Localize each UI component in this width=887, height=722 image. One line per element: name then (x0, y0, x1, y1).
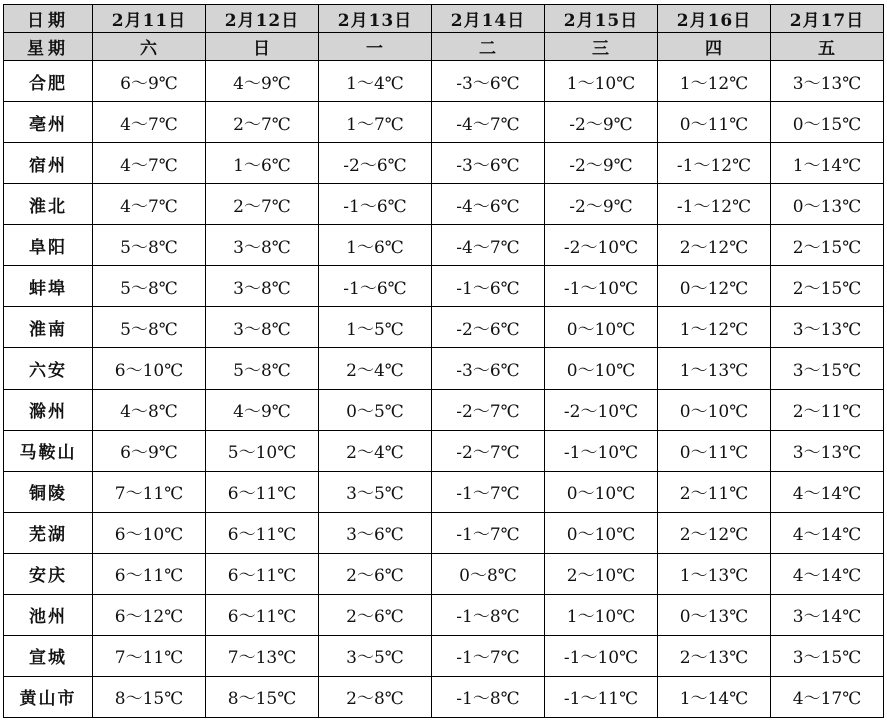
temperature-cell: -1～8℃ (432, 676, 545, 717)
weekday-header-cell: 五 (771, 33, 884, 61)
table-row (4, 184, 884, 225)
temperature-cell: 0～13℃ (771, 184, 884, 225)
temperature-cell: -2～9℃ (545, 143, 658, 184)
table-row (4, 143, 884, 184)
table-row (4, 307, 884, 348)
temperature-cell: 7～11℃ (93, 471, 206, 512)
temperature-cell: 1～13℃ (658, 553, 771, 594)
temperature-cell: 3～5℃ (319, 471, 432, 512)
date-header-cell: 2月11日 (93, 5, 206, 33)
temperature-cell: 3～15℃ (771, 635, 884, 676)
temperature-cell: 0～13℃ (658, 594, 771, 635)
temperature-cell: 2～4℃ (319, 348, 432, 389)
temperature-cell: 1～14℃ (771, 143, 884, 184)
temperature-cell: 4～7℃ (93, 143, 206, 184)
table-row (4, 430, 884, 471)
temperature-cell: 4～9℃ (206, 61, 319, 102)
temperature-cell: 3～8℃ (206, 266, 319, 307)
temperature-cell: 1～7℃ (319, 102, 432, 143)
temperature-cell: -1～11℃ (545, 676, 658, 717)
temperature-cell: 5～8℃ (93, 307, 206, 348)
temperature-cell: 0～10℃ (658, 389, 771, 430)
temperature-cell: -2～9℃ (545, 184, 658, 225)
temperature-cell: 2～12℃ (658, 225, 771, 266)
temperature-cell: -4～7℃ (432, 225, 545, 266)
temperature-cell: 3～14℃ (771, 594, 884, 635)
weekday-header-cell: 二 (432, 33, 545, 61)
temperature-cell: 0～8℃ (432, 553, 545, 594)
city-name: 阜阳 (4, 225, 93, 266)
temperature-cell: 2～11℃ (658, 471, 771, 512)
city-name: 芜湖 (4, 512, 93, 553)
temperature-cell: 7～13℃ (206, 635, 319, 676)
weekday-header-cell: 一 (319, 33, 432, 61)
temperature-cell: 3～13℃ (771, 307, 884, 348)
date-header-cell: 2月15日 (545, 5, 658, 33)
temperature-cell: 6～10℃ (93, 348, 206, 389)
temperature-cell: 5～8℃ (93, 225, 206, 266)
temperature-cell: 0～10℃ (545, 307, 658, 348)
temperature-cell: 4～9℃ (206, 389, 319, 430)
temperature-cell: 1～5℃ (319, 307, 432, 348)
city-name: 宿州 (4, 143, 93, 184)
temperature-cell: -1～12℃ (658, 184, 771, 225)
temperature-cell: -4～7℃ (432, 102, 545, 143)
weekday-label: 星期 (4, 33, 93, 61)
date-label: 日期 (4, 5, 93, 33)
temperature-cell: 6～11℃ (206, 594, 319, 635)
date-header-cell: 2月13日 (319, 5, 432, 33)
city-name: 滁州 (4, 389, 93, 430)
temperature-cell: 1～10℃ (545, 61, 658, 102)
weekday-header-cell: 四 (658, 33, 771, 61)
temperature-cell: 4～7℃ (93, 102, 206, 143)
city-name: 合肥 (4, 61, 93, 102)
table-row (4, 389, 884, 430)
temperature-cell: 3～6℃ (319, 512, 432, 553)
temperature-cell: 0～5℃ (319, 389, 432, 430)
temperature-cell: 0～12℃ (658, 266, 771, 307)
city-name: 蚌埠 (4, 266, 93, 307)
temperature-cell: -1～12℃ (658, 143, 771, 184)
temperature-cell: 2～4℃ (319, 430, 432, 471)
temperature-cell: 4～17℃ (771, 676, 884, 717)
temperature-cell: 2～7℃ (206, 102, 319, 143)
table-row (4, 512, 884, 553)
temperature-cell: -1～10℃ (545, 635, 658, 676)
table-row (4, 61, 884, 102)
temperature-cell: 0～11℃ (658, 430, 771, 471)
temperature-cell: 3～13℃ (771, 61, 884, 102)
temperature-cell: 5～10℃ (206, 430, 319, 471)
temperature-cell: 2～11℃ (771, 389, 884, 430)
table-row (4, 594, 884, 635)
table-row (4, 471, 884, 512)
temperature-cell: 1～14℃ (658, 676, 771, 717)
temperature-cell: -2～10℃ (545, 225, 658, 266)
temperature-cell: -1～7℃ (432, 635, 545, 676)
forecast-body (4, 61, 884, 718)
weekday-header-cell: 日 (206, 33, 319, 61)
weekday-header-row (4, 33, 884, 61)
table-row (4, 635, 884, 676)
temperature-cell: 6～11℃ (206, 512, 319, 553)
city-name: 六安 (4, 348, 93, 389)
city-name: 宣城 (4, 635, 93, 676)
temperature-cell: 2～15℃ (771, 266, 884, 307)
temperature-cell: 0～10℃ (545, 512, 658, 553)
date-header-cell: 2月14日 (432, 5, 545, 33)
temperature-cell: 8～15℃ (206, 676, 319, 717)
temperature-cell: 3～8℃ (206, 307, 319, 348)
temperature-cell: 2～6℃ (319, 553, 432, 594)
temperature-cell: -1～6℃ (319, 266, 432, 307)
forecast-table (3, 4, 884, 718)
date-header-cell: 2月16日 (658, 5, 771, 33)
city-name: 亳州 (4, 102, 93, 143)
temperature-cell: -1～10℃ (545, 430, 658, 471)
temperature-cell: 6～11℃ (206, 553, 319, 594)
temperature-cell: 2～10℃ (545, 553, 658, 594)
temperature-cell: 2～7℃ (206, 184, 319, 225)
temperature-cell: -1～6℃ (319, 184, 432, 225)
city-name: 黄山市 (4, 676, 93, 717)
temperature-cell: 6～11℃ (93, 553, 206, 594)
temperature-cell: 1～10℃ (545, 594, 658, 635)
temperature-cell: 5～8℃ (93, 266, 206, 307)
city-name: 池州 (4, 594, 93, 635)
city-name: 淮北 (4, 184, 93, 225)
temperature-cell: 6～12℃ (93, 594, 206, 635)
temperature-cell: 4～14℃ (771, 553, 884, 594)
table-row (4, 348, 884, 389)
temperature-cell: -2～10℃ (545, 389, 658, 430)
temperature-cell: 0～11℃ (658, 102, 771, 143)
temperature-cell: 3～15℃ (771, 348, 884, 389)
temperature-cell: 5～8℃ (206, 348, 319, 389)
temperature-cell: 1～12℃ (658, 61, 771, 102)
date-header-cell: 2月17日 (771, 5, 884, 33)
temperature-cell: 2～6℃ (319, 594, 432, 635)
temperature-cell: 6～9℃ (93, 61, 206, 102)
temperature-cell: 1～6℃ (206, 143, 319, 184)
temperature-cell: -3～6℃ (432, 61, 545, 102)
temperature-cell: 0～15℃ (771, 102, 884, 143)
temperature-cell: 3～5℃ (319, 635, 432, 676)
weekday-header-cell: 六 (93, 33, 206, 61)
temperature-cell: 3～13℃ (771, 430, 884, 471)
temperature-cell: -3～6℃ (432, 143, 545, 184)
city-name: 马鞍山 (4, 430, 93, 471)
temperature-cell: 1～13℃ (658, 348, 771, 389)
temperature-cell: -2～7℃ (432, 389, 545, 430)
temperature-cell: 3～8℃ (206, 225, 319, 266)
temperature-cell: 0～10℃ (545, 348, 658, 389)
temperature-cell: 1～4℃ (319, 61, 432, 102)
temperature-cell: 1～12℃ (658, 307, 771, 348)
date-header-cell: 2月12日 (206, 5, 319, 33)
temperature-cell: 6～11℃ (206, 471, 319, 512)
temperature-cell: 8～15℃ (93, 676, 206, 717)
table-row (4, 225, 884, 266)
table-row (4, 676, 884, 717)
temperature-cell: 2～13℃ (658, 635, 771, 676)
temperature-cell: -1～10℃ (545, 266, 658, 307)
table-row (4, 102, 884, 143)
temperature-cell: 4～7℃ (93, 184, 206, 225)
temperature-cell: -2～9℃ (545, 102, 658, 143)
temperature-cell: 4～8℃ (93, 389, 206, 430)
temperature-cell: -1～7℃ (432, 471, 545, 512)
temperature-cell: 0～10℃ (545, 471, 658, 512)
temperature-cell: 2～15℃ (771, 225, 884, 266)
date-header-row (4, 5, 884, 33)
table-row (4, 553, 884, 594)
temperature-cell: -4～6℃ (432, 184, 545, 225)
temperature-cell: 4～14℃ (771, 471, 884, 512)
weekday-header-cell: 三 (545, 33, 658, 61)
temperature-cell: -2～6℃ (432, 307, 545, 348)
temperature-cell: -3～6℃ (432, 348, 545, 389)
temperature-cell: -2～6℃ (319, 143, 432, 184)
temperature-cell: 4～14℃ (771, 512, 884, 553)
temperature-cell: 2～8℃ (319, 676, 432, 717)
city-name: 安庆 (4, 553, 93, 594)
temperature-cell: -1～7℃ (432, 512, 545, 553)
temperature-cell: 6～9℃ (93, 430, 206, 471)
temperature-cell: -1～6℃ (432, 266, 545, 307)
temperature-cell: 1～6℃ (319, 225, 432, 266)
table-row (4, 266, 884, 307)
temperature-cell: -1～8℃ (432, 594, 545, 635)
temperature-cell: 7～11℃ (93, 635, 206, 676)
temperature-cell: 6～10℃ (93, 512, 206, 553)
temperature-cell: -2～7℃ (432, 430, 545, 471)
city-name: 淮南 (4, 307, 93, 348)
city-name: 铜陵 (4, 471, 93, 512)
temperature-cell: 2～12℃ (658, 512, 771, 553)
